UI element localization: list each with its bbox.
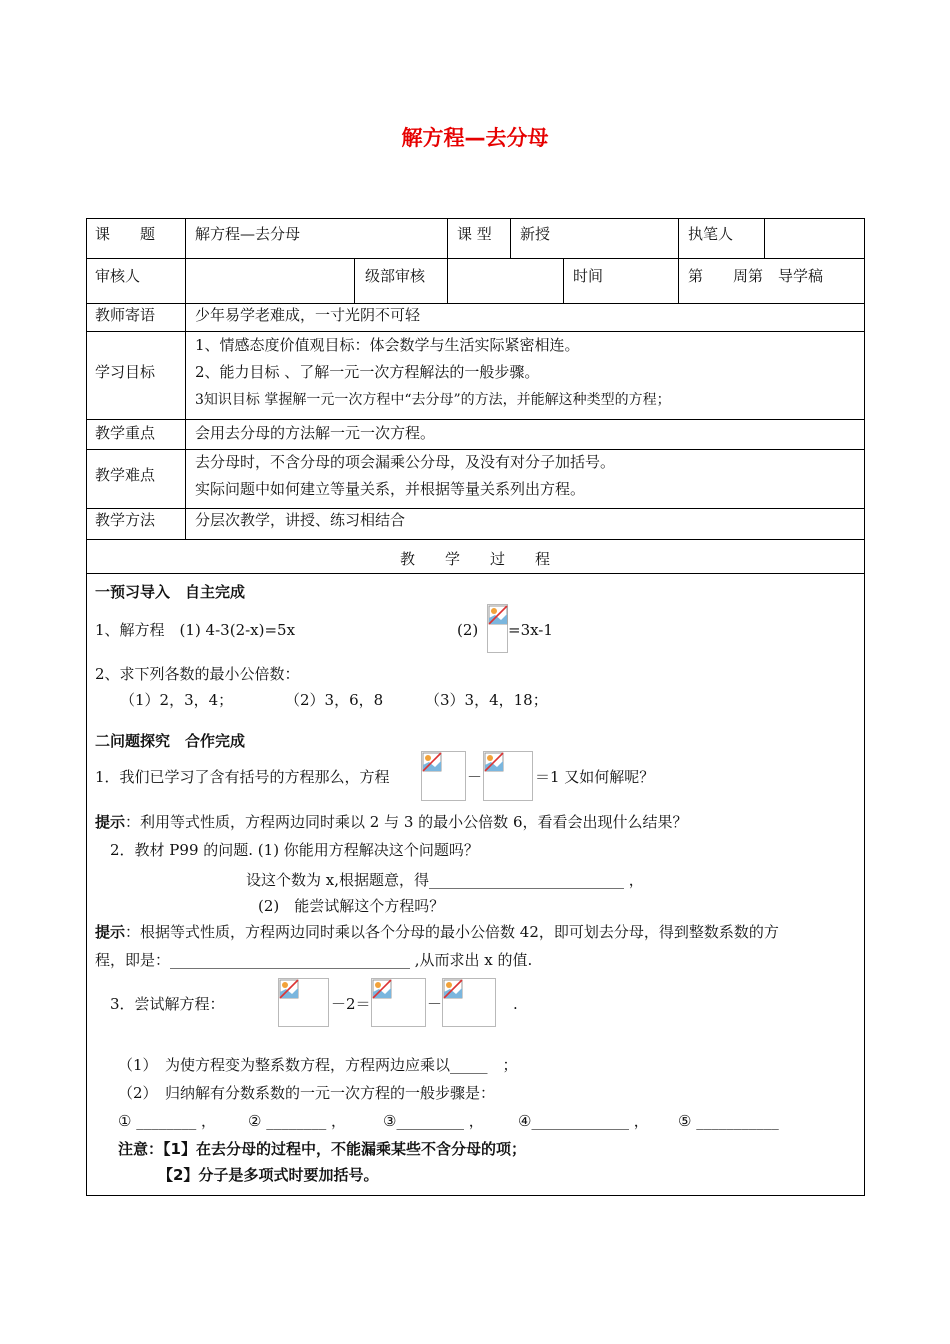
question2: 2、求下列各数的最小公倍数： [95,665,300,683]
motto-label: 教师寄语 [95,306,156,324]
period: . [513,995,518,1013]
kexing-label: 课 型 [457,225,492,243]
fraction-image-icon [278,978,329,1027]
note-text: 【1】在去分母的过程中，不能漏乘某些不含分母的项； [163,1140,526,1158]
hint-text: ：利用等式性质，方程两边同时乘以 2 与 3 的最小公倍数 6，看看会出现什么结果？ [125,813,688,831]
keti-value: 解方程—去分母 [195,225,301,243]
column-divider [510,218,511,258]
step-blank: ③_________ ， [383,1112,484,1130]
keti-label: 课 题 [95,225,156,243]
row-divider [86,508,865,509]
document-title: 解方程—去分母 [401,126,549,150]
objectives-label: 学习目标 [95,363,156,381]
minus-sign: － [467,768,483,786]
method-label: 教学方法 [95,511,156,529]
fraction-image-icon [483,751,533,801]
week-text: 第 周第 导学稿 [688,267,824,285]
row-divider [86,539,865,540]
section2-heading: 二问题探究 合作完成 [95,732,246,750]
column-divider [185,218,186,539]
question2-item: （3）3，4，18； [425,691,548,709]
motto-value: 少年易学老难成，一寸光阴不可轻 [195,306,421,324]
difficulty-line: 去分母时，不含分母的项会漏乘公分母，及没有对分子加括号。 [195,453,616,471]
column-divider [447,218,448,303]
step-blank: ⑤ ___________ [678,1112,779,1130]
step-blank: ② ________ ， [248,1112,346,1130]
fraction-image-icon [442,978,496,1027]
row-divider [86,303,865,304]
note-line2: 【2】分子是多项式时要加括号。 [158,1166,379,1184]
question1-b-label: (2) [457,621,479,639]
kexing-value: 新授 [520,225,551,243]
author-label: 执笔人 [688,225,734,243]
problem2-text: 2．教材 P99 的问题. (1) 你能用方程解决这个问题吗？ [110,841,479,859]
problem3-mid: －2＝ [331,995,371,1013]
objective-line: 2、能力目标 、了解一元一次方程解法的一般步骤。 [195,363,540,381]
problem2-part2: (2) 能尝试解这个方程吗？ [258,897,445,915]
problem3-text: 3．尝试解方程： [110,995,225,1013]
fraction-image-icon [371,978,426,1027]
row-divider [86,419,865,420]
column-divider [563,258,564,303]
objective-line: 1、情感态度价值观目标：体会数学与生活实际紧密相连。 [195,336,580,354]
question2-item: （2）3，6，8 [285,691,384,709]
column-divider [678,218,679,303]
hint-label: 提示 [95,923,126,941]
process-title: 教 学 过 程 [399,550,550,568]
problem2-setup: 设这个数为 x,根据题意，得__________________________ ， [246,871,644,889]
reviewer-label: 审核人 [95,267,141,285]
section1-heading: 一预习导入 自主完成 [95,583,246,601]
hint-text: ：根据等式性质，方程两边同时乘以各个分母的最小公倍数 42，即可划去分母，得到整数系数的方 [125,923,779,941]
question1-a: 1、解方程 (1) 4-3(2-x)=5x [95,621,296,639]
subquestion2: （2） 归纳解有分数系数的一元一次方程的一般步骤是： [118,1084,496,1102]
column-divider [764,218,765,258]
hint2-line2: 程，即是：________________________________ ,从而求出 x 的值. [95,951,533,969]
row-divider [86,258,865,259]
row-divider [86,449,865,450]
subquestion1: （1） 为使方程变为整系数方程，方程两边应乘以_____ ； [118,1056,518,1074]
row-divider [86,331,865,332]
note-label: 注意： [118,1140,164,1158]
hint-label: 提示 [95,813,126,831]
fraction-image-icon [487,604,508,653]
step-blank: ① ________ ， [118,1112,216,1130]
problem1-suffix: ＝1 又如何解呢？ [535,768,655,786]
fraction-image-icon [421,751,466,801]
note-line1 [118,1139,526,1159]
objective-line: 3知识目标 掌握解一元一次方程中“去分母”的方法，并能解这种类型的方程； [195,392,671,408]
keypoint-label: 教学重点 [95,424,156,442]
row-divider [86,573,865,574]
problem1-text: 1．我们已学习了含有括号的方程那么，方程 [95,768,390,786]
question1-b-rhs: =3x-1 [508,621,553,639]
difficulty-line: 实际问题中如何建立等量关系，并根据等量关系列出方程。 [195,480,586,498]
method-value: 分层次教学，讲授、练习相结合 [195,511,406,529]
keypoint-value: 会用去分母的方法解一元一次方程。 [195,424,436,442]
hint1 [95,812,688,832]
minus-sign: － [427,995,443,1013]
difficulty-label: 教学难点 [95,466,156,484]
hint2 [95,922,779,942]
time-label: 时间 [573,267,604,285]
column-divider [354,258,355,303]
question2-item: （1）2，3，4； [120,691,234,709]
step-blank: ④_____________ ， [518,1112,649,1130]
grade-review-label: 级部审核 [365,267,426,285]
